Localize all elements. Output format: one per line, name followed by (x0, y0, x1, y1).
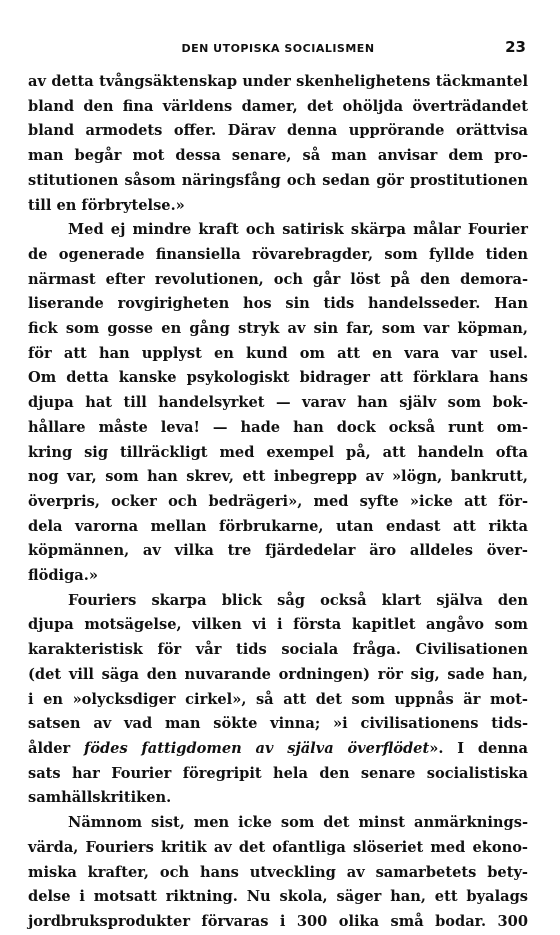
text-line: jordbruksprodukter förvaras i 300 olika små bodar. 300 (28, 912, 528, 930)
text-line: delse i motsatt riktning. Nu skola, säger han, ett byalags (28, 888, 528, 906)
text-line: fick som gosse en gång stryk av sin far, som var köpman, (28, 320, 528, 338)
text-line: Om detta kanske psykologiskt bidrager att förklara hans (28, 369, 528, 387)
text-line: Fouriers skarpa blick såg också klart själva den (68, 591, 528, 609)
text-line: djupa motsägelse, vilken vi i första kapitlet angåvo som (28, 616, 528, 634)
text-line: i en »olycksdiger cirkel», så att det som uppnås är mot- (28, 690, 528, 708)
text-line: till en förbrytelse.» (28, 196, 185, 214)
page-number: 23 (505, 38, 526, 56)
paragraph (28, 589, 528, 811)
paragraph (28, 218, 528, 589)
running-head (28, 38, 528, 60)
text-line: köpmännen, av vilka tre fjärdedelar äro alldeles över- (28, 542, 528, 560)
text-line: kring sig tillräckligt med exempel på, att handeln ofta (28, 443, 528, 461)
text-line: sats har Fourier föregripit hela den senare socialistiska (28, 764, 528, 782)
text-run: ». I denna (429, 739, 528, 757)
body-text (28, 70, 528, 935)
text-line: dela varorna mellan förbrukarne, utan endast att rikta (28, 517, 528, 535)
text-line: av detta tvångsäktenskap under skenhelighetens täckmantel (28, 73, 528, 90)
paragraph (28, 811, 528, 935)
text-line-with-italic (28, 737, 528, 762)
text-line: djupa hat till handelsyrket — varav han själv som bok- (28, 394, 528, 412)
text-line: man begår mot dessa senare, så man anvisar dem pro- (28, 147, 528, 165)
text-line: liserande rovgirigheten hos sin tids handelsseder. Han (28, 295, 528, 313)
text-run: ålder (28, 739, 84, 757)
text-line: karakteristisk för vår tids sociala fråga. Civilisationen (28, 641, 528, 659)
italic-quote: födes fattigdomen av själva överflödet (83, 739, 430, 757)
text-line: (det vill säga den nuvarande ordningen) rör sig, sade han, (28, 665, 528, 683)
text-line: Nämnom sist, men icke som det minst anmärknings- (68, 814, 528, 832)
running-title: DEN UTOPISKA SOCIALISMEN (181, 42, 375, 55)
text-line: nog var, som han skrev, ett inbegrepp av »lögn, bankrutt, (28, 468, 528, 486)
text-line: för att han upplyst en kund om att en vara var usel. (28, 344, 528, 362)
book-page (28, 38, 528, 935)
text-line: flödiga.» (28, 567, 98, 585)
paragraph (28, 70, 528, 218)
text-line: överpris, ocker och bedrägeri», med syfte »icke att för- (28, 492, 528, 510)
text-line: miska krafter, och hans utveckling av samarbetets bety- (28, 863, 528, 881)
text-line: närmast efter revolutionen, och går löst på den demora- (28, 270, 528, 288)
text-line: satsen av vad man sökte vinna; »i civilisationens tids- (28, 715, 528, 733)
text-line: värda, Fouriers kritik av det ofantliga slöseriet med ekono- (28, 838, 528, 856)
text-line: Med ej mindre kraft och satirisk skärpa målar Fourier (68, 221, 528, 239)
text-line: samhällskritiken. (28, 789, 172, 807)
text-line: bland armodets offer. Därav denna upprörande orättvisa (28, 122, 528, 140)
text-line: de ogenerade finansiella rövarebragder, som fyllde tiden (28, 245, 528, 263)
text-line: bland den fina världens damer, det ohöljda överträdandet (28, 97, 528, 115)
text-line: stitutionen såsom näringsfång och sedan gör prostitutionen (28, 171, 528, 189)
text-line: hållare måste leva! — hade han dock också runt om- (28, 418, 528, 436)
